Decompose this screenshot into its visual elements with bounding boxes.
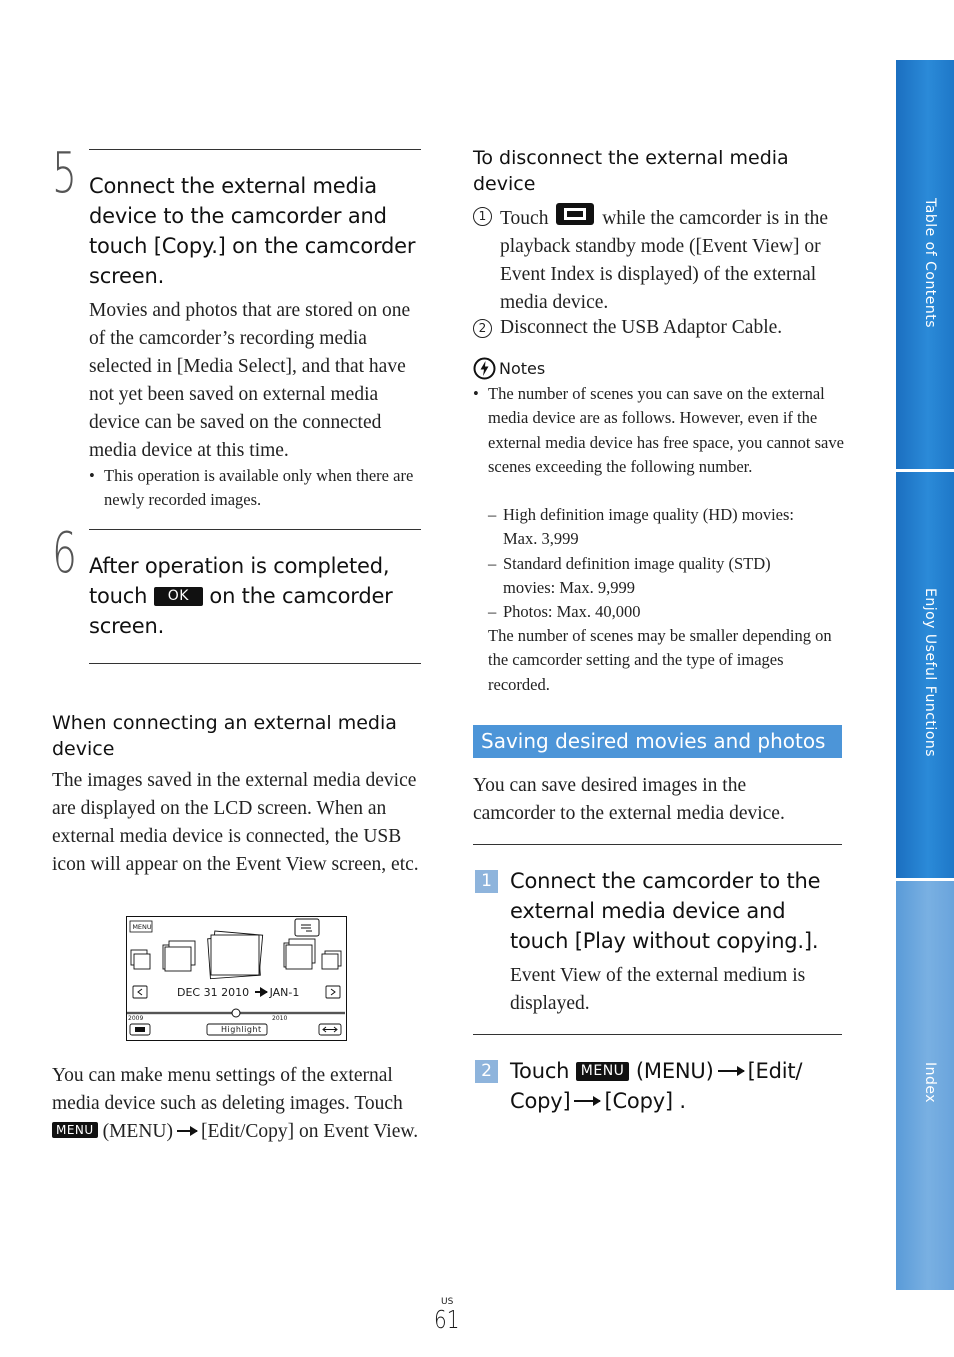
- saving-rule-2: [473, 1034, 842, 1035]
- saving-step1-number: 1: [475, 870, 498, 893]
- step6-number: 6: [52, 521, 77, 586]
- notes-dash1b: Max. 3,999: [503, 529, 579, 549]
- disconnect-item1-before: Touch: [500, 208, 549, 229]
- screen-menu-label: MENU: [132, 923, 152, 931]
- saving-step2-number: 2: [475, 1060, 498, 1083]
- item1-number: 1: [473, 207, 492, 226]
- screen-timeline-left: 2009: [128, 1015, 144, 1022]
- tab-label-index: Index: [922, 1062, 938, 1104]
- saving-step2-title: [510, 1056, 845, 1116]
- step6-top-rule: [89, 529, 421, 530]
- notes-icon: [473, 357, 496, 380]
- notes-heading: Notes: [499, 359, 546, 378]
- step5-top-rule: [89, 149, 421, 150]
- event-view-screen: [126, 916, 347, 1041]
- dash-mark: –: [488, 602, 497, 621]
- dash-mark: –: [488, 505, 497, 524]
- notes-dash3-text: Photos: Max. 40,000: [503, 602, 641, 621]
- ok-button-icon: OK: [154, 587, 203, 606]
- disconnect-item1-text: [473, 202, 845, 317]
- arrow-icon: [574, 1100, 600, 1102]
- menu-key-icon: MENU: [576, 1062, 630, 1081]
- page-number: 61: [434, 1305, 460, 1334]
- notes-dash1: [488, 503, 848, 552]
- item2-number: 2: [473, 319, 492, 338]
- step2-touch: Touch: [510, 1059, 570, 1083]
- step5-bullet: [89, 464, 429, 513]
- notes-dash2a: Standard definition image quality (STD): [503, 554, 771, 573]
- connecting-menu-word: (MENU): [102, 1121, 173, 1142]
- arrow-icon: [718, 1070, 744, 1072]
- bullet-dot: •: [89, 466, 95, 485]
- connecting-body: The images saved in the external media device are displayed on the LCD screen. When an external media device is connected, the USB icon will appear on the Event View screen, etc.: [52, 770, 419, 875]
- step6-title: [89, 551, 419, 641]
- notes-bullet-text: The number of scenes you can save on the external media device are as follows. However, even if the external media device has free space, you cannot save scenes exceeding the following number.: [488, 384, 844, 476]
- connecting-body2-before: You can make menu settings of the external media device such as deleting images. Touch: [52, 1065, 403, 1114]
- step2-copy: [Copy] .: [604, 1089, 686, 1113]
- saving-section-banner: Saving desired movies and photos: [473, 725, 842, 758]
- menu-key-icon: MENU: [52, 1122, 98, 1138]
- step6-title-before: After operation is completed, touch: [89, 554, 390, 608]
- saving-step1-body: Event View of the external medium is displayed.: [510, 965, 806, 1014]
- screen-date-start: DEC 31 2010: [177, 986, 250, 999]
- step5-number: 5: [52, 141, 77, 206]
- screen-timeline-right: 2010: [272, 1015, 288, 1022]
- notes-dash2b: movies: Max. 9,999: [503, 578, 635, 598]
- dash-mark: –: [488, 554, 497, 573]
- saving-rule-1: [473, 844, 842, 845]
- disconnect-item1: [473, 202, 845, 317]
- step6-title-after: on the camcorder screen.: [89, 584, 393, 638]
- disconnect-item2-text: Disconnect the USB Adaptor Cable.: [500, 317, 783, 338]
- screen-date-range: [177, 986, 307, 1000]
- step5-bullet-text: This operation is available only when there are newly recorded images.: [104, 466, 414, 510]
- notes-dash2: [488, 552, 848, 601]
- saving-intro: You can save desired images in the camcorder to the external media device.: [473, 775, 785, 824]
- notes-dash3: [488, 600, 848, 624]
- tab-label-enjoy-useful-functions: Enjoy Useful Functions: [922, 588, 938, 758]
- notes-tail: The number of scenes may be smaller depending on the camcorder setting and the type of images recorded.: [488, 626, 832, 694]
- saving-step1-title: Connect the camcorder to the external media device and touch [Play without copying.].: [510, 869, 821, 953]
- screen-highlight-label: Highlight: [221, 1025, 262, 1034]
- page-region: US: [441, 1297, 454, 1307]
- bullet-dot: •: [473, 384, 479, 403]
- date-arrow-icon: [255, 991, 267, 993]
- connecting-body2: [52, 1062, 424, 1146]
- tab-label-table-of-contents: Table of Contents: [922, 198, 938, 329]
- notes-dash1a: High definition image quality (HD) movies:: [503, 505, 794, 524]
- step5-body: Movies and photos that are stored on one of the camcorder’s recording media selected in [Media Select], and that have not yet been saved on external media device can be saved on the connected media device at this time.: [89, 300, 411, 461]
- step6-bottom-rule: [89, 663, 421, 664]
- arrow-icon: [177, 1130, 197, 1132]
- screen-date-end: JAN-1: [269, 986, 300, 999]
- disconnect-item2: [473, 314, 845, 342]
- notes-bullet: [473, 382, 845, 479]
- step5-title: Connect the external media device to the camcorder and touch [Copy.] on the camcorder screen.: [89, 174, 416, 288]
- event-view-illustration: [127, 917, 345, 1039]
- connecting-body2-after: [Edit/Copy] on Event View.: [200, 1121, 419, 1142]
- step2-edit: [Edit/ Copy]: [510, 1059, 803, 1113]
- connecting-heading: When connecting an external media device: [52, 712, 397, 760]
- step2-menu-word: (MENU): [635, 1059, 714, 1083]
- disconnect-item1-after: while the camcorder is in the playback standby mode ([Event View] or Event Index is displayed) of the external media device.: [500, 208, 829, 313]
- disconnect-heading: To disconnect the external media device: [473, 147, 789, 195]
- playback-icon: [555, 202, 595, 226]
